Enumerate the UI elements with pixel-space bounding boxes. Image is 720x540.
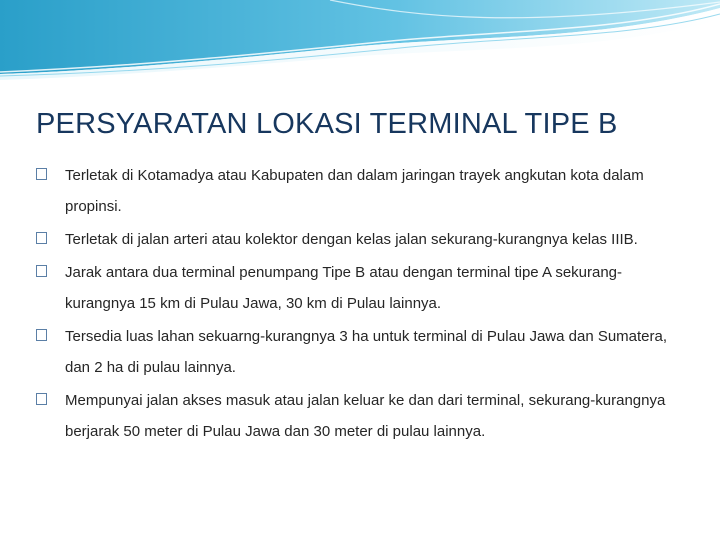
checkbox-square-icon (36, 265, 47, 277)
slide-title: PERSYARATAN LOKASI TERMINAL TIPE B (36, 108, 618, 140)
bullet-item (36, 385, 676, 447)
header-wave-decoration (0, 0, 720, 80)
checkbox-square-icon (36, 393, 47, 405)
bullet-item (36, 321, 676, 383)
bullet-text: Terletak di jalan arteri atau kolektor dengan kelas jalan sekurang-kurangnya kelas IIIB. (65, 231, 638, 248)
checkbox-square-icon (36, 232, 47, 244)
checkbox-square-icon (36, 329, 47, 341)
bullet-text: Mempunyai jalan akses masuk atau jalan keluar ke dan dari terminal, sekurang-kurangnya berjarak 50 meter di Pulau Jawa dan 30 meter di pulau lainnya. (65, 392, 666, 440)
bullet-text: Jarak antara dua terminal penumpang Tipe B atau dengan terminal tipe A sekurang-kurangnya 15 km di Pulau Jawa, 30 km di Pulau lainnya. (65, 264, 623, 312)
bullet-item (36, 160, 676, 222)
bullet-item (36, 224, 676, 255)
checkbox-square-icon (36, 168, 47, 180)
bullet-text: Tersedia luas lahan sekuarng-kurangnya 3 ha untuk terminal di Pulau Jawa dan Sumatera, dan 2 ha di pulau lainnya. (65, 328, 668, 376)
bullet-list (36, 160, 676, 449)
bullet-item (36, 257, 676, 319)
bullet-text: Terletak di Kotamadya atau Kabupaten dan dalam jaringan trayek angkutan kota dalam propinsi. (65, 167, 644, 215)
